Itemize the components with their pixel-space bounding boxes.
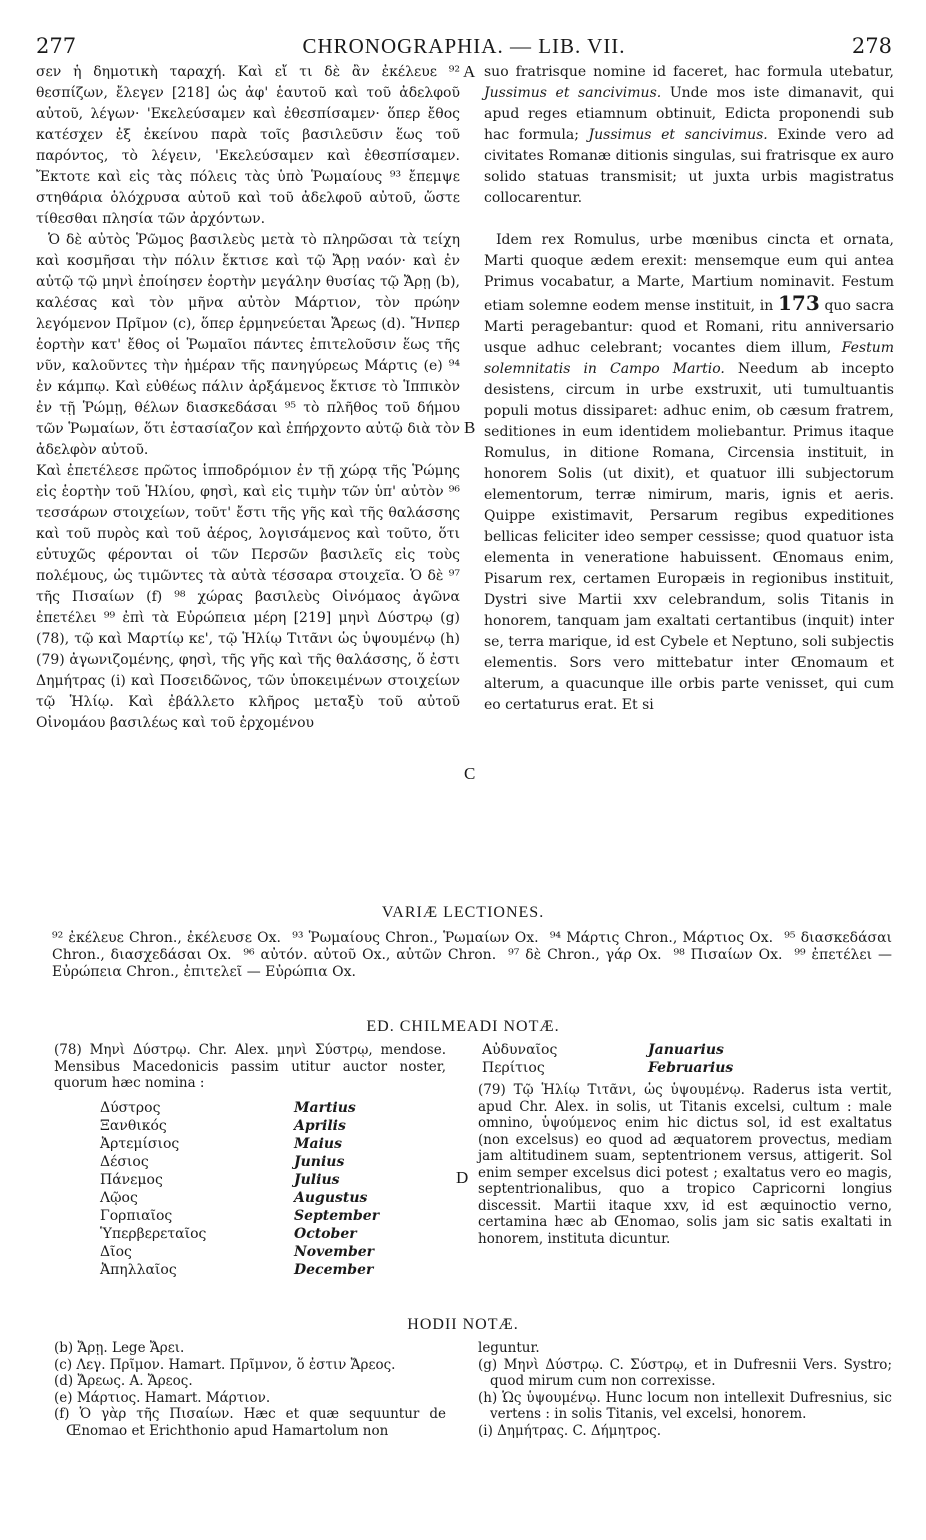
greek-column bbox=[36, 62, 460, 734]
month-greek: Δέσιος bbox=[100, 1153, 149, 1170]
month-greek: Ἀρτεμίσιος bbox=[100, 1135, 180, 1152]
latin-text: Needum ab incepto desistens, circum in urbe exstruxit, uti tumultuantis populi motus dissiparet: adhuc enim, ob cæsum fratrem, seditiones in eum identidem moliebantur. Primus itaque Romulus, in ditione Romana, Circensia instituit, in honorem Solis (ut dixit), et quatuor illi subjectorum elementorum, terræ nimirum, maris, ignis et aeris. Quippe existimavit, Persarum regibus expeditiones bellicas feliciter ideo semper cessisse; quod quatuor ista elementa in veneratione habuissent. Œnomaus enim, Pisarum rex, certamen Europæis in regionibus instituit, Dystri sive Martii xxv celebrandum, solis Titanis in honorem, tanquam jam exaltati certantibus (inquit) inter se, terra marique, id est Cybele et Neptuno, soli subjectis elementis. Sors vero mittebatur inter Œnomaum et alterum, a quacunque ille orbis parte venisset, qui cum eo certaturus erat. Et si bbox=[484, 361, 895, 713]
month-greek: Δύστρος bbox=[100, 1099, 161, 1116]
month-greek: Λῷος bbox=[100, 1189, 138, 1206]
margin-marker-b: B bbox=[464, 418, 476, 437]
month-row bbox=[100, 1154, 379, 1172]
hodii-note: (e) Μάρτιος. Hamart. Μάρτιον. bbox=[54, 1389, 271, 1406]
month-row bbox=[100, 1208, 379, 1226]
latin-column bbox=[484, 62, 894, 716]
variant-item: ⁹³ Ῥωμαίους Chron., Ῥωμαίων Ox. bbox=[292, 930, 539, 946]
month-row bbox=[482, 1042, 733, 1060]
variae-heading: VARIÆ LECTIONES. bbox=[381, 904, 545, 921]
variae-lectiones bbox=[52, 930, 892, 981]
variant-item: ⁹⁷ δὲ Chron., γάρ Ox. bbox=[508, 947, 662, 963]
hodii-note: (h) Ὡς ὑψουμένῳ. Hunc locum non intellexit Dufresnius, sic vertens : in solis Titanis, vel excelsi, honorem. bbox=[478, 1389, 892, 1422]
running-header bbox=[36, 34, 892, 60]
month-latin: Januarius bbox=[648, 1042, 724, 1058]
column-number: 173 bbox=[778, 291, 820, 315]
month-greek: Δῖος bbox=[100, 1243, 132, 1260]
latin-text: Exinde vero ad civitates Romanæ ditionis singulas, sui fratrisque ex auro solido statuas transmisit; ut juxta urbis magistratus collocarentur. bbox=[484, 127, 894, 206]
month-latin: December bbox=[294, 1261, 374, 1278]
month-greek: Αὐδυναῖος bbox=[482, 1042, 558, 1058]
month-row bbox=[100, 1244, 379, 1262]
chilmead-notes-left bbox=[54, 1042, 446, 1280]
month-greek: Ξανθικός bbox=[100, 1117, 167, 1134]
month-latin: Junius bbox=[294, 1153, 345, 1170]
months-table-continued bbox=[482, 1042, 733, 1078]
month-row bbox=[482, 1060, 733, 1078]
months-table bbox=[100, 1100, 379, 1280]
hodii-note: (g) Μηνὶ Δύστρῳ. C. Σύστρῳ, et in Dufresnii Vers. Systro; quod mirum cum non correxisse. bbox=[478, 1356, 892, 1389]
variant-item: ⁹² ἐκέλευε Chron., ἐκέλευσε Ox. bbox=[52, 930, 281, 946]
latin-text: Idem rex Romulus, urbe mœnibus cincta et ornata, Marti quoque ædem erexit: mensemque eum qui antea Primus vocabatur, a Marte, Martium nominavit. Festum etiam solemne eodem mense instituit, in bbox=[484, 232, 894, 314]
page-number-right: 278 bbox=[851, 34, 892, 58]
variant-item: ⁹⁸ Πισαίων Ox. bbox=[673, 947, 783, 963]
variant-item: ⁹⁹ ἐπετέλει — Εὐρώπεια Chron., ἐπιτελεῖ — Εὐρώπια Ox. bbox=[52, 947, 893, 980]
variant-item: ⁹⁴ Μάρτις Chron., Μάρτιος Ox. bbox=[549, 930, 774, 946]
month-greek: Ὑπερβερεταῖος bbox=[100, 1225, 207, 1242]
month-latin: Martius bbox=[294, 1099, 356, 1116]
chilmead-heading: ED. CHILMEADI NOTÆ. bbox=[366, 1018, 560, 1035]
month-row bbox=[100, 1100, 379, 1118]
hodii-note: (b) Ἄρῃ. Lege Ἄρει. bbox=[54, 1340, 185, 1356]
month-row bbox=[100, 1136, 379, 1154]
month-greek: Ἀπηλλαῖος bbox=[100, 1261, 177, 1278]
month-latin: Maius bbox=[294, 1135, 342, 1152]
greek-paragraph-3: Καὶ ἐπετέλεσε πρῶτος ἱπποδρόμιον ἐν τῇ χώρᾳ τῆς Ῥώμης εἰς ἑορτὴν τοῦ Ἡλίου, φησὶ, καὶ εἰς τιμὴν τῶν ὑπ' αὐτὸν ⁹⁶ τεσσάρων στοιχείων, τοῦτ' ἔστι τῆς γῆς καὶ τῆς θαλάσσης καὶ τοῦ πυρὸς καὶ τοῦ ἀέρος, λογισάμενος καὶ τοῦτο, ὅτι εὐτυχῶς φέρονται οἱ τῶν Περσῶν βασιλεῖς εἰς τοὺς πολέμους, ὡς τιμῶντες τὰ αὐτὰ τέσσαρα στοιχεῖα. Ὁ δὲ ⁹⁷ τῆς Πισαίων (f) ⁹⁸ χώρας βασιλεὺς Οἰνόμαος ἀγῶνα ἐπετέλει ⁹⁹ ἐπὶ τὰ Εὐρώπεια μέρη [219] μηνὶ Δύστρῳ (g) (78), τῷ καὶ Μαρτίῳ κε', τῷ Ἡλίῳ Τιτᾶνι ὡς ὑψουμένῳ (h) (79) ἀγωνιζομένης, φησὶ, τῆς γῆς καὶ τῆς θαλάσσης, ὅ ἐστι Δημήτρας (i) καὶ Ποσειδῶνος, τῶν ὑποκειμένων στοιχείων τῷ Ἡλίῳ. Καὶ ἐβάλλετο κλῆρος μεταξὺ τοῦ αὐτοῦ Οἰνομάου βασιλέως καὶ τοῦ ἐρχομένου bbox=[36, 463, 460, 731]
month-row bbox=[100, 1226, 379, 1244]
month-greek: Περίτιος bbox=[482, 1060, 545, 1076]
month-row bbox=[100, 1118, 379, 1136]
hodii-notes-right bbox=[478, 1340, 892, 1439]
month-latin: September bbox=[294, 1207, 380, 1224]
latin-italic: Jussimus et sancivimus. bbox=[588, 127, 768, 143]
hodii-note: (i) Δημήτρας. C. Δήμητρος. bbox=[478, 1422, 662, 1439]
margin-marker-d: D bbox=[456, 1168, 469, 1187]
hodii-note: (d) Ἄρεως. A. Ἄρεος. bbox=[54, 1373, 193, 1389]
month-latin: Julius bbox=[294, 1171, 340, 1188]
margin-marker-c: C bbox=[464, 764, 476, 783]
greek-paragraph-1: σεν ἡ δημοτικὴ ταραχή. Καὶ εἴ τι δὲ ἂν ἐκέλευε ⁹² θεσπίζων, ἔλεγεν [218] ὡς ἀφ' ἑαυτοῦ καὶ τοῦ ἀδελφοῦ αὐτοῦ, λέγων· 'Εκελεύσαμεν καὶ ἐθεσπίσαμεν· ὅπερ ἔθος κατέσχεν ἐξ ἐκείνου παρὰ τοῖς βασιλεῦσιν ἕως τοῦ παρόντος, τὸ λέγειν, 'Εκελεύσαμεν καὶ ἐθεσπίσαμεν. Ἔκτοτε καὶ εἰς τὰς πόλεις τὰς ὑπὸ Ῥωμαίους ⁹³ ἔπεμψε στηθάρια ὁλόχρυσα αὐτοῦ καὶ τοῦ ἀδελφοῦ αὐτοῦ, ὥστε τίθεσθαι πλησία τῶν ἀρχόντων. bbox=[36, 64, 460, 227]
month-latin: Aprilis bbox=[294, 1117, 346, 1134]
latin-text: suo fratrisque nomine id faceret, hac formula utebatur, bbox=[484, 64, 894, 80]
chilmead-notes-right bbox=[478, 1042, 892, 1247]
hodii-note: (f) Ὁ γὰρ τῆς Πισαίων. Hæc et quæ sequuntur de Œnomao et Erichthonio apud Hamartolum non bbox=[54, 1406, 446, 1439]
variant-item: ⁹⁵ διασκεδάσαι Chron., διασχεδάσαι Ox. bbox=[52, 930, 893, 963]
note-79: (79) Τῷ Ἡλίῳ Τιτᾶνι, ὡς ὑψουμένῳ. Raderus ista vertit, apud Chr. Alex. in solis, ut Titanis excelsi, cultum : male omnino, ὑψούμενος enim hic dictus sol, id est exaltatus (non excelsus) eo quod ad æquatorem provectus, mediam jam altitudinem suam, septentrionem versus, attigerit. Sol enim semper excelsus dici potest ; exaltatus vero eo magis, septentrionalibus, quo a tropico Capricorni longius discessit. Martii itaque xxv, id est æquinoctio verno, certamina hæc ab Œnomao, solis jam sic satis exaltati in honorem, instituta dicuntur. bbox=[478, 1082, 892, 1247]
month-row bbox=[100, 1172, 379, 1190]
month-latin: Februarius bbox=[648, 1060, 734, 1076]
latin-text: Unde mos iste dimanavit, qui apud reges etiamnum obtinuit, Edicta proponendi sub hac formula; bbox=[484, 85, 895, 143]
month-latin: Augustus bbox=[294, 1189, 368, 1206]
latin-italic: Jussimus et sancivimus. bbox=[484, 85, 662, 101]
hodii-note: leguntur. bbox=[478, 1340, 540, 1356]
note-78: (78) Μηνὶ Δύστρῳ. Chr. Alex. μηνὶ Σύστρῳ, mendose. Mensibus Macedonicis passim utitur auctor noster, quorum hæc nomina : bbox=[54, 1042, 446, 1091]
month-row bbox=[100, 1262, 379, 1280]
variant-item: ⁹⁶ αὐτόν. αὐτοῦ Ox., αὐτῶν Chron. bbox=[243, 947, 497, 963]
month-latin: November bbox=[294, 1243, 375, 1260]
latin-paragraph-2 bbox=[484, 230, 894, 716]
margin-marker-a: A bbox=[463, 62, 476, 81]
latin-italic: Festum solemnitatis in Campo Martio. bbox=[484, 340, 894, 377]
hodii-heading: HODII NOTÆ. bbox=[407, 1316, 519, 1333]
page-number-left: 277 bbox=[36, 34, 77, 58]
latin-text: quo sacra Marti peragebantur: quod et Romani, ritu anniversario usque adhuc celebrant; vocantes diem illum, bbox=[484, 298, 894, 356]
month-greek: Γορπιαῖος bbox=[100, 1207, 173, 1224]
hodii-note: (c) Λεγ. Πρῖμον. Hamart. Πρῖμνον, ὅ ἐστιν Ἄρεος. bbox=[54, 1356, 396, 1373]
month-latin: October bbox=[294, 1225, 357, 1242]
month-greek: Πάνεμος bbox=[100, 1171, 163, 1188]
month-row bbox=[100, 1190, 379, 1208]
running-title: CHRONOGRAPHIA. — LIB. VII. bbox=[302, 34, 626, 58]
greek-paragraph-2: Ὁ δὲ αὐτὸς Ῥῶμος βασιλεὺς μετὰ τὸ πληρῶσαι τὰ τείχη καὶ κοσμῆσαι τὴν πόλιν ἔκτισε καὶ τῷ Ἄρῃ ναόν· καὶ ἐν αὐτῷ τῷ μηνὶ ἐποίησεν ἑορτὴν μεγάλην θυσίας τῷ Ἄρῃ (b), καλέσας καὶ τὸν μῆνα αὐτὸν Μάρτιον, τὸν πρώην λεγόμενον Πρῖμον (c), ὅπερ ἑρμηνεύεται Ἄρεως (d). Ἤνπερ ἑορτὴν κατ' ἔθος οἱ Ῥωμαῖοι πάντες ἐπιτελοῦσιν ἕως τῆς νῦν, καλοῦντες τὴν ἡμέραν τῆς πανηγύρεως Μάρτις (e) ⁹⁴ ἐν κάμπῳ. Καὶ εὐθέως πάλιν ἀρξάμενος ἔκτισε τὸ Ἱππικὸν ἐν τῇ Ῥώμῃ, θέλων διασκεδάσαι ⁹⁵ τὸ πλῆθος τοῦ δήμου τῶν Ῥωμαίων, ὅτι ἐστασίαζον καὶ ἐπήρχοντο αὐτῷ διὰ τὸν ἀδελφὸν αὐτοῦ. bbox=[36, 232, 460, 458]
latin-paragraph-1 bbox=[484, 62, 894, 209]
hodii-notes-left bbox=[54, 1340, 446, 1439]
